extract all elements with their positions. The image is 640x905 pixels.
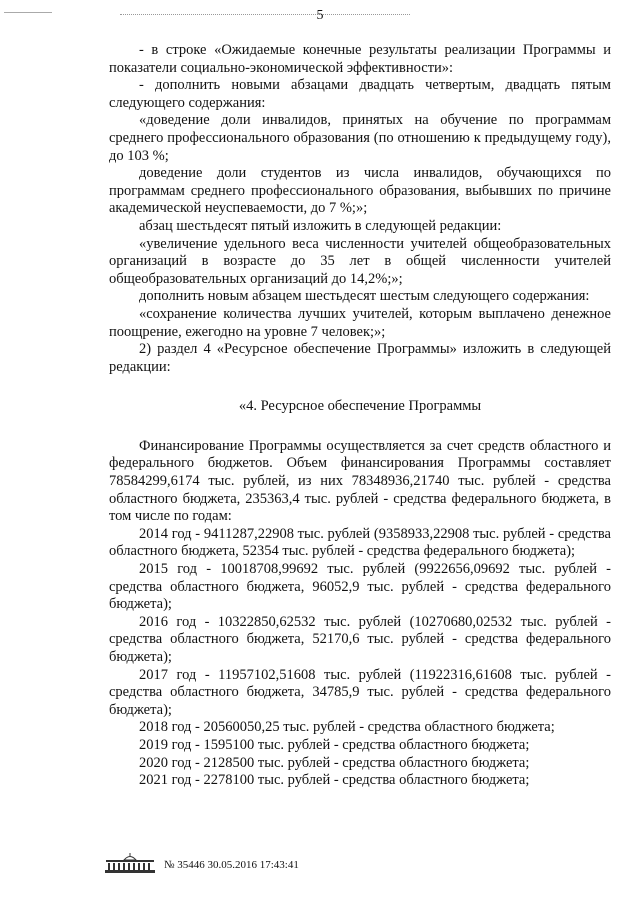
financing-year: 2014 год - 9411287,22908 тыс. рублей (9358933,22908 тыс. рублей - средства областного бюджета, 52354 тыс. рублей - средства федерального бюджета); — [109, 525, 611, 560]
financing-year: 2021 год - 2278100 тыс. рублей - средства областного бюджета; — [139, 772, 530, 789]
paragraph: «доведение доли инвалидов, принятых на обучение по программам среднего профессионального образования (по отношению к предыдущему году), до 103 %; — [109, 112, 611, 164]
paragraph: дополнить новым абзацем шестьдесят шестым следующего содержания: — [139, 288, 590, 305]
paragraph: «увеличение удельного веса численности учителей общеобразовательных организаций в возрасте до 35 лет в общей численности учителей общеобразовательных организаций до 14,2%;»; — [109, 235, 611, 287]
paragraph: абзац шестьдесят пятый изложить в следующей редакции: — [139, 217, 502, 234]
government-building-logo-icon — [104, 852, 156, 874]
financing-paragraph: Финансирование Программы осуществляется за счет средств областного и федерального бюджетов. Объем финансирования Программы составляет 78584299,6174 тыс. рублей, из них 78348936,21740 тыс. рублей - средства областного бюджета, 235363,4 тыс. рублей - средства федерального бюджета, в том числе по годам: — [109, 437, 611, 525]
paragraph: - дополнить новыми абзацами двадцать четвертым, двадцать пятым следующего содержания: — [109, 77, 611, 111]
page-number: 5 — [316, 8, 324, 23]
paragraph: - в строке «Ожидаемые конечные результаты реализации Программы и показатели социально-экономической эффективности»: — [109, 42, 611, 76]
document-body — [109, 42, 611, 790]
paragraph: 2) раздел 4 «Ресурсное обеспечение Программы» изложить в следующей редакции: — [109, 341, 611, 375]
financing-year: 2020 год - 2128500 тыс. рублей - средства областного бюджета; — [139, 754, 530, 771]
financing-year: 2015 год - 10018708,99692 тыс. рублей (9922656,09692 тыс. рублей - средства областного бюджета, 96052,9 тыс. рублей - средства федерального бюджета); — [109, 561, 611, 613]
financing-year: 2019 год - 1595100 тыс. рублей - средства областного бюджета; — [139, 736, 530, 753]
paragraph: «сохранение количества лучших учителей, которым выплачено денежное поощрение, ежегодно на уровне 7 человек;»; — [109, 305, 611, 340]
financing-year: 2016 год - 10322850,62532 тыс. рублей (10270680,02532 тыс. рублей - средства областного бюджета, 52170,6 тыс. рублей - средства федерального бюджета); — [109, 613, 611, 665]
financing-year: 2017 год - 11957102,51608 тыс. рублей (11922316,61608 тыс. рублей - средства областного бюджета, 34785,9 тыс. рублей - средства федерального бюджета); — [109, 666, 611, 718]
registration-stamp: № 35446 30.05.2016 17:43:41 — [164, 859, 299, 871]
paragraph: доведение доли студентов из числа инвалидов, обучающихся по программам среднего профессионального образования, выбывших по причине академической неуспеваемости, до 7 %;»; — [109, 165, 611, 217]
section-heading: «4. Ресурсное обеспечение Программы — [238, 398, 482, 415]
document-footer — [104, 852, 504, 878]
financing-year: 2018 год - 20560050,25 тыс. рублей - средства областного бюджета; — [139, 719, 555, 736]
